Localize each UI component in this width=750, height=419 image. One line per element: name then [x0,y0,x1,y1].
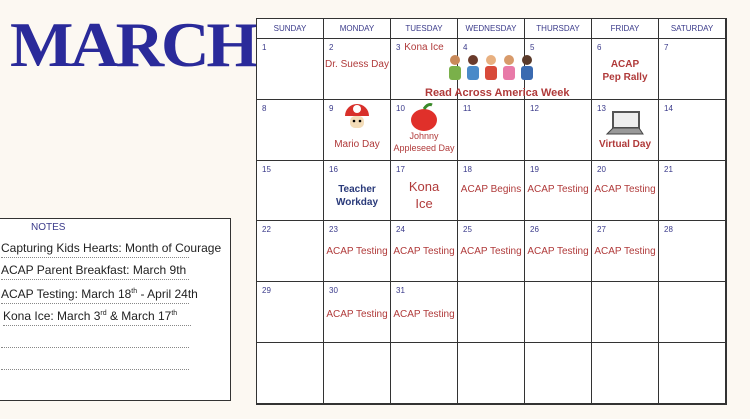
note-line-empty [1,331,189,348]
day-header: SATURDAY [659,19,726,39]
calendar-day-cell[interactable] [324,282,391,343]
day-number: 10 [396,103,405,113]
calendar-day-cell[interactable] [458,161,525,222]
event-label: Kona Ice [404,42,444,53]
calendar-day-cell[interactable] [659,343,726,404]
note-line [3,309,191,326]
day-number: 1 [262,43,267,52]
note-text: ACAP Parent Breakfast: March 9th [1,263,187,277]
calendar-day-cell[interactable] [592,343,659,404]
calendar-day-cell[interactable] [257,100,324,161]
month-title: MARCH [10,9,256,80]
day-number: 16 [329,164,338,174]
note-line [1,241,222,258]
calendar-day-cell[interactable] [458,221,525,282]
calendar-day-cell[interactable] [257,221,324,282]
note-text: Capturing Kids Hearts: Month of Courage [1,241,222,255]
note-text: Kona Ice: March 3 [3,309,101,323]
event-label: ACAP Testing [527,246,589,258]
calendar-day-cell[interactable] [257,282,324,343]
day-number: 18 [463,164,472,174]
calendar-day-cell[interactable] [324,100,391,161]
day-number: 26 [530,225,539,235]
children-reading-icon [445,52,540,88]
event-label: Kona Ice [408,178,440,211]
event-label: Virtual Day [598,138,652,150]
calendar-day-cell[interactable] [324,39,391,100]
calendar-day-cell[interactable] [458,343,525,404]
note-text: & March 17 [106,309,172,323]
calendar-day-cell[interactable] [592,39,659,100]
calendar-day-cell[interactable] [391,282,458,343]
event-label: ACAP Testing [460,246,522,258]
event-label: ACAP Pep Rally [602,59,648,83]
day-number: 28 [664,225,673,235]
note-text: ACAP Testing: March 18 [1,287,132,301]
day-number: 14 [664,103,673,113]
note-line [1,263,189,280]
event-label: ACAP Testing [393,309,455,321]
day-number: 27 [597,225,606,235]
day-number: 31 [396,286,405,296]
day-number: 13 [597,103,606,113]
calendar-day-cell[interactable] [659,161,726,222]
day-number: 29 [262,286,271,296]
event-label: Teacher Workday [335,183,379,208]
day-number: 3 [396,43,401,52]
day-number: 24 [396,225,405,235]
calendar-day-cell[interactable] [257,343,324,404]
day-number: 9 [329,103,334,113]
calendar-day-cell[interactable] [659,100,726,161]
calendar-day-cell[interactable] [592,282,659,343]
event-label: Dr. Suess Day [325,59,389,70]
laptop-icon [592,110,658,141]
note-line-empty [1,353,189,370]
note-line [1,287,198,304]
calendar-day-cell[interactable] [525,221,592,282]
event-label: Johnny Appleseed Day [393,130,455,153]
day-number: 21 [664,164,673,174]
calendar-day-cell[interactable] [257,39,324,100]
note-sup: th [171,310,178,317]
day-number: 22 [262,225,271,235]
calendar-day-cell[interactable] [525,343,592,404]
day-number: 25 [463,225,472,235]
event-label: ACAP Testing [326,246,388,258]
event-label: ACAP Testing [326,309,388,321]
calendar-day-cell[interactable] [391,343,458,404]
day-number: 20 [597,164,606,174]
day-header: FRIDAY [592,19,659,39]
calendar-day-cell[interactable] [391,221,458,282]
day-number: 4 [463,43,468,52]
calendar-day-cell[interactable] [592,221,659,282]
calendar-day-cell[interactable] [525,282,592,343]
calendar-day-cell[interactable] [659,39,726,100]
event-label: ACAP Testing [594,246,656,258]
calendar-day-cell[interactable] [659,221,726,282]
calendar-day-cell[interactable] [324,343,391,404]
calendar-day-cell[interactable] [458,282,525,343]
day-number: 2 [329,43,334,52]
note-text: - April 24th [137,287,198,301]
day-header: THURSDAY [525,19,592,39]
calendar-day-cell[interactable] [391,100,458,161]
day-header: TUESDAY [391,19,458,39]
calendar-day-cell[interactable] [525,100,592,161]
note-sup: th [131,288,138,295]
event-label: ACAP Testing [527,183,589,195]
calendar-day-cell[interactable] [458,100,525,161]
day-number: 7 [664,43,669,52]
notes-panel [0,218,231,401]
day-number: 12 [530,103,539,113]
day-number: 23 [329,225,338,235]
day-number: 19 [530,164,539,174]
day-number: 6 [597,43,602,52]
calendar-day-cell[interactable] [659,282,726,343]
calendar-day-cell[interactable] [525,161,592,222]
day-number: 17 [396,164,405,174]
calendar-day-cell[interactable] [324,221,391,282]
mushroom-icon [324,102,390,135]
note-sup: rd [100,310,107,317]
day-number: 11 [463,103,472,113]
event-label: Mario Day [334,138,380,150]
calendar-day-cell[interactable] [592,100,659,161]
calendar-day-cell[interactable] [391,161,458,222]
calendar-day-cell[interactable] [324,161,391,222]
day-header: WEDNESDAY [458,19,525,39]
read-across-america-banner: Read Across America Week [425,87,570,99]
event-label: ACAP Begins [460,183,522,195]
calendar-day-cell[interactable] [257,161,324,222]
day-header: SUNDAY [257,19,324,39]
event-label: ACAP Testing [393,246,455,258]
notes-heading: NOTES [31,222,66,233]
day-number: 5 [530,43,535,52]
event-label: ACAP Testing [594,183,656,195]
day-number: 30 [329,286,338,296]
day-header: MONDAY [324,19,391,39]
calendar-day-cell[interactable] [592,161,659,222]
day-number: 15 [262,164,271,174]
day-number: 8 [262,103,267,113]
